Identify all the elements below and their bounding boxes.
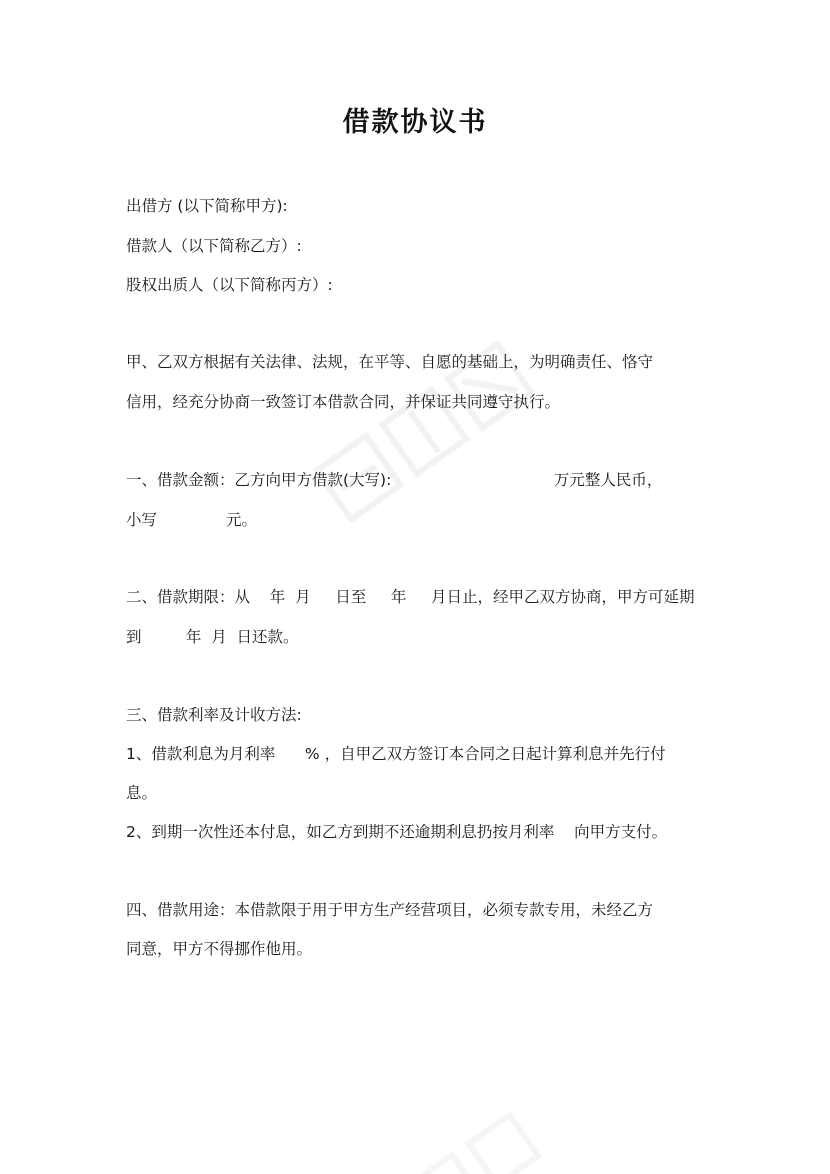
clause3-item1-line-2: 息。 — [126, 784, 158, 802]
preamble-line-1: 甲、乙双方根据有关法律、法规，在平等、自愿的基础上，为明确责任、恪守 — [126, 353, 654, 371]
clause1-line-1: 一、借款金额：乙方向甲方借款(大写): 万元整人民币， — [126, 471, 663, 489]
watermark-icon — [380, 1100, 580, 1174]
document-title: 借款协议书 — [342, 107, 488, 138]
clause4-line-2: 同意，甲方不得挪作他用。 — [126, 940, 313, 958]
clause3-item2: 2、到期一次性还本付息，如乙方到期不还逾期利息扔按月利率 向甲方支付。 — [126, 823, 668, 841]
preamble-line-2: 信用，经充分协商一致签订本借款合同，并保证共同遵守执行。 — [126, 393, 561, 411]
clause2-line-1: 二、借款期限：从 年 月 日至 年 月日止，经甲乙双方协商，甲方可延期 — [126, 588, 695, 606]
clause2-line-2: 到 年 月 日还款。 — [126, 628, 299, 646]
clause3-item1-line-1: 1、借款利息为月利率 % ，自甲乙双方签订本合同之日起计算利息并先行付 — [126, 745, 666, 763]
clause3-heading: 三、借款利率及计收方法: — [126, 706, 302, 724]
clause4-line-1: 四、借款用途：本借款限于用于甲方生产经营项目，必须专款专用，未经乙方 — [126, 901, 654, 919]
pledgor-line: 股权出质人（以下简称丙方）: — [126, 276, 333, 294]
borrower-line: 借款人（以下简称乙方）: — [126, 237, 302, 255]
lender-line: 出借方 (以下简称甲方): — [126, 197, 288, 215]
clause1-line-2: 小写 元。 — [126, 511, 257, 529]
